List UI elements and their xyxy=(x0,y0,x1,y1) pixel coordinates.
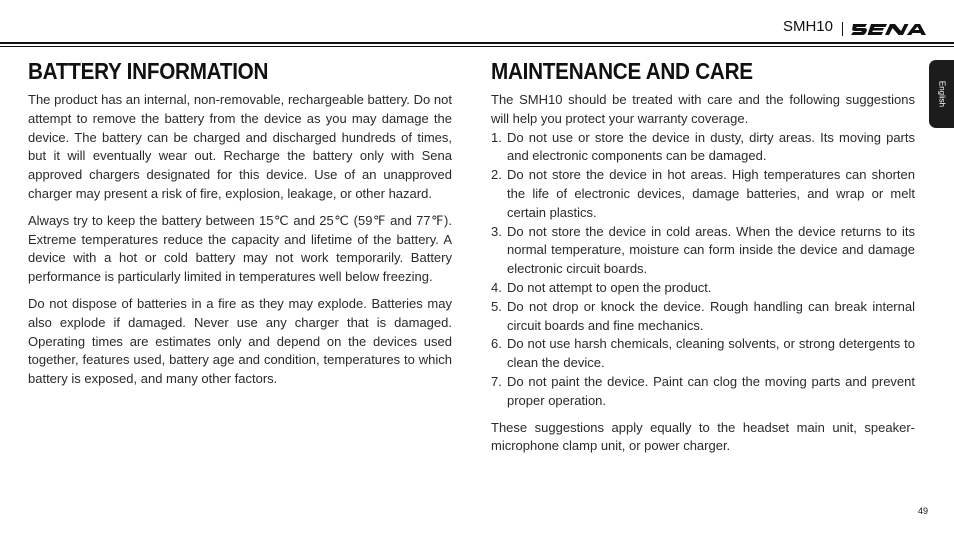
language-tab xyxy=(929,60,954,128)
maintenance-heading: MAINTENANCE AND CARE xyxy=(491,58,753,84)
battery-paragraph-3: Do not dispose of batteries in a fire as they may explode. Batteries may also explode if damaged. Never use any charger that is damaged. Operating times are estimates only and depend on the devices used together, features used, battery age and condition, temperatures to which battery is exposed, and many other factors. xyxy=(28,295,452,387)
list-item: 4. Do not attempt to open the product. xyxy=(491,279,712,295)
list-item: 5. Do not drop or knock the device. Rough handling can break internal circuit boards and fine mechanics. xyxy=(491,298,915,333)
list-item: 7. Do not paint the device. Paint can clog the moving parts and prevent proper operation. xyxy=(491,373,915,408)
model-name: SMH10 xyxy=(782,18,833,35)
header-rule-thin xyxy=(0,46,954,47)
header-rule-thick xyxy=(0,42,954,44)
battery-section xyxy=(28,58,452,397)
page-number: 49 xyxy=(918,506,929,516)
battery-paragraph-2: Always try to keep the battery between 15℃ and 25℃ (59℉ and 77℉). Extreme temperatures reduce the capacity and lifetime of the battery. A device with a hot or cold battery may not work temporarily. Battery performance is particularly limited in temperatures well below freezing. xyxy=(28,212,452,285)
maintenance-section xyxy=(491,58,915,464)
header-separator xyxy=(842,22,843,36)
list-item: 1. Do not use or store the device in dusty, dirty areas. Its moving parts and electronic components can be damaged. xyxy=(491,129,915,164)
sena-logo xyxy=(851,22,927,36)
list-item: 6. Do not use harsh chemicals, cleaning solvents, or strong detergents to clean the device. xyxy=(491,336,915,371)
language-tab-label: English xyxy=(937,80,946,108)
battery-heading: BATTERY INFORMATION xyxy=(28,58,269,84)
battery-paragraph-1: The product has an internal, non-removable, rechargeable battery. Do not attempt to remove the battery from the device as you may damage the device. The battery can be charged and discharged hundreds of times, but it will eventually wear out. Recharge the battery only with Sena approved chargers designated for this device. Use of an unapproved charger may present a risk of fire, explosion, leakage, or other hazard. xyxy=(28,92,452,201)
maintenance-list xyxy=(491,129,915,411)
list-item: 3. Do not store the device in cold areas. When the device returns to its normal temperature, moisture can form inside the device and damage electronic circuit boards. xyxy=(491,223,915,277)
maintenance-closing: These suggestions apply equally to the headset main unit, speaker-microphone clamp unit, or power charger. xyxy=(491,419,915,454)
maintenance-intro: The SMH10 should be treated with care and the following suggestions will help you protect your warranty coverage. xyxy=(491,92,915,126)
list-item: 2. Do not store the device in hot areas. High temperatures can shorten the life of electronic devices, damage batteries, and wrap or melt certain plastics. xyxy=(491,167,915,220)
